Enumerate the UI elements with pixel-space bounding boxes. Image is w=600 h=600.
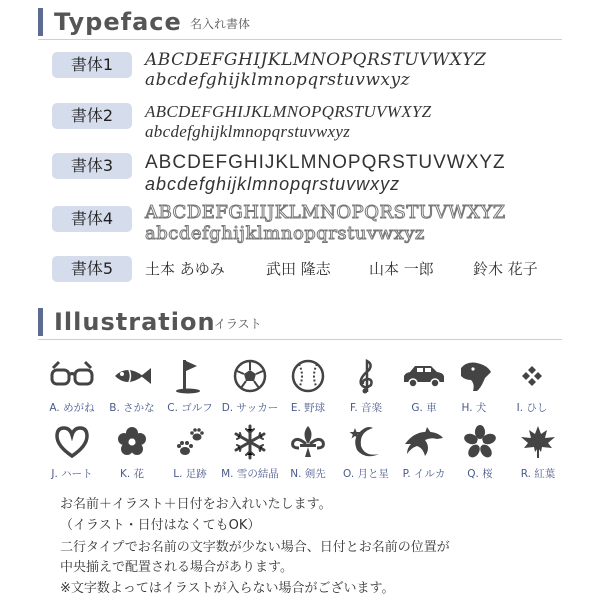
soccer-ball-icon [227,358,273,394]
icon-cell-j [44,424,100,484]
note-line-3: 二行タイプでお名前の文字数が少ない場合、日付とお名前の位置が [60,540,450,555]
icon-label-c: C. ゴルフ [167,402,213,414]
icon-label-o: O. 月と星 [342,468,389,480]
font1-lower: abcdefghijklmnopqrstuvwxyz [145,70,411,90]
icon-label-e: E. 野球 [290,402,326,414]
font-badge-3: 書体3 [52,153,132,179]
icon-label-l: L. 足跡 [173,468,207,480]
golf-flag-icon [167,358,213,394]
section-accent-bar [38,308,43,336]
font-badge-2: 書体2 [52,103,132,129]
dog-icon [451,358,497,394]
font3-upper: ABCDEFGHIJKLMNOPQRSTUVWXYZ [145,152,506,173]
icon-label-n: N. 剣先 [290,468,326,480]
font5-name-1: 土本 あゆみ [145,260,225,278]
font2-upper: ABCDEFGHIJKLMNOPQRSTUVWXYZ [145,102,432,121]
flower-icon [109,424,155,460]
typeface-subtitle: 名入れ書体 [190,17,251,31]
icon-cell-l [162,424,218,484]
font2-lower: abcdefghijklmnopqrstuvwxyz [145,122,351,141]
car-icon [401,358,447,394]
font5-name-4: 鈴木 花子 [473,260,538,278]
font5-name-2: 武田 隆志 [266,260,331,278]
font3-lower: abcdefghijklmnopqrstuvwxyz [145,174,401,194]
font4-lower: abcdefghijklmnopqrstuvwxyz [145,223,425,244]
icon-cell-a [44,358,100,418]
icon-label-p: P. イルカ [402,468,446,480]
font1-upper: ABCDEFGHIJKLMNOPQRSTUVWXYZ [145,50,487,70]
fleur-de-lis-icon [285,424,331,460]
icon-label-r: R. 紅葉 [520,468,556,480]
font-badge-1: 書体1 [52,52,132,78]
illustration-title: Illustration [54,308,216,336]
icon-label-d: D. サッカー [221,402,279,414]
illustration-subtitle: イラスト [214,317,262,331]
moon-star-icon [343,424,389,460]
illustration-header [38,306,562,340]
icon-cell-i [504,358,560,418]
heart-icon [49,424,95,460]
icon-label-i: I. ひし [516,402,548,414]
note-line-2: （イラスト・日付はなくてもOK） [60,518,261,533]
note-line-5: ※文字数よってはイラストが入らない場合がございます。 [60,581,395,596]
paw-prints-icon [167,424,213,460]
icon-label-m: M. 雪の結晶 [221,468,279,480]
font4-upper: ABCDEFGHIJKLMNOPQRSTUVWXYZ [145,202,506,223]
snowflake-icon [227,424,273,460]
maple-leaf-icon [515,424,561,460]
dolphin-icon [401,424,447,460]
glasses-icon [49,358,95,394]
section-divider [38,339,562,340]
icon-label-b: B. さかな [109,402,155,414]
typeface-title: Typeface [54,8,182,36]
font-badge-5: 書体5 [52,256,132,282]
icon-label-f: F. 音楽 [349,402,383,414]
fish-icon [109,358,155,394]
icon-label-g: G. 車 [411,402,437,414]
cherry-blossom-icon [457,424,503,460]
note-line-1: お名前＋イラスト＋日付をお入れいたします。 [60,497,332,512]
font-badge-4: 書体4 [52,206,132,232]
baseball-icon [285,358,331,394]
icon-label-k: K. 花 [119,468,145,480]
section-divider [38,39,562,40]
note-line-4: 中央揃えで配置される場合があります。 [60,560,293,575]
treble-clef-icon [343,358,389,394]
typeface-header [38,6,562,40]
icon-label-q: Q. 桜 [467,468,493,480]
icon-label-j: J. ハート [51,468,93,480]
icon-cell-c [162,358,218,418]
diamond-cluster-icon [509,358,555,394]
section-accent-bar [38,8,43,36]
icon-label-h: H. 犬 [461,402,487,414]
icon-cell-r [510,424,566,484]
icon-label-a: A. めがね [49,402,95,414]
font5-name-3: 山本 一郎 [369,260,434,278]
